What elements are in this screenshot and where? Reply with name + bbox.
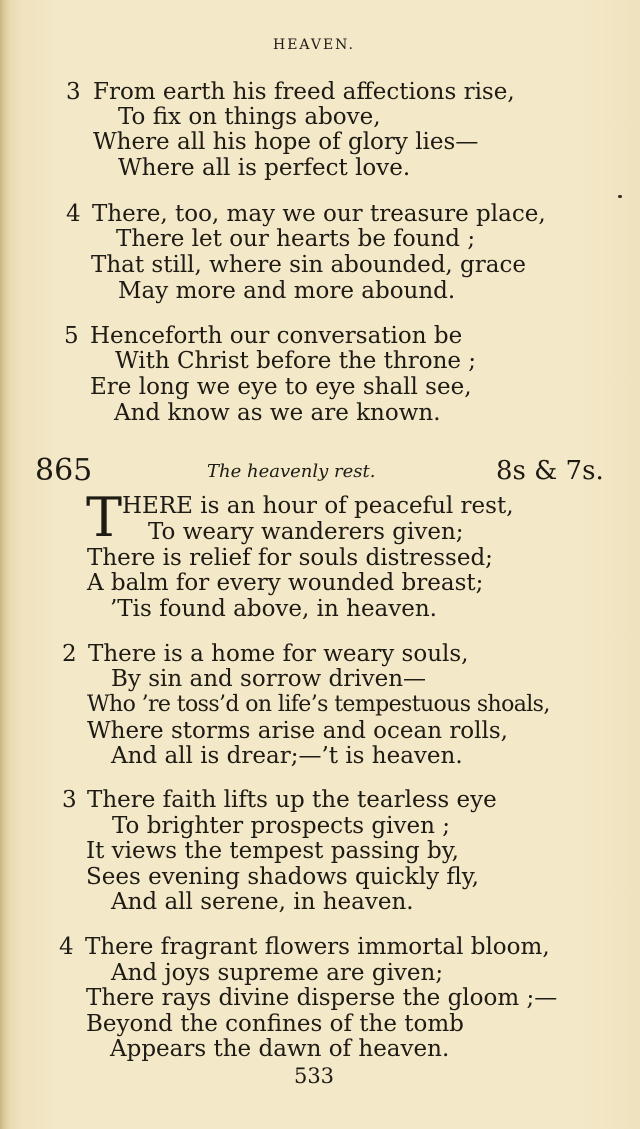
verse-line: ’Tis found above, in heaven. — [110, 596, 437, 622]
verse-line: There rays divine disperse the gloom ;— — [86, 985, 558, 1011]
stanza-number: 4 — [66, 201, 81, 227]
stanza-number: 2 — [62, 641, 77, 667]
verse-line: Where all is perfect love. — [118, 155, 411, 181]
paper-speck — [618, 195, 622, 198]
verse-line: Henceforth our conversation be — [90, 323, 463, 349]
hymn-number: 865 — [35, 453, 93, 488]
verse-line: Sees evening shadows quickly fly, — [86, 864, 479, 890]
verse-line: To brighter prospects given ; — [112, 813, 450, 839]
binding-gutter-shadow — [0, 0, 10, 1129]
verse-line: There fragrant flowers immortal bloom, — [85, 934, 550, 960]
hymn-meter: 8s & 7s. — [496, 456, 604, 486]
verse-line: Ere long we eye to eye shall see, — [90, 374, 472, 400]
verse-line: There is relief for souls distressed; — [87, 545, 493, 571]
page-number: 533 — [293, 1064, 335, 1088]
verse-line: With Christ before the throne ; — [115, 348, 477, 374]
stanza-number: 3 — [62, 787, 77, 813]
verse-line: To weary wanderers given; — [148, 519, 464, 545]
verse-line: That still, where sin abounded, grace — [91, 252, 526, 278]
stanza-number: 3 — [66, 79, 81, 105]
verse-line: And joys supreme are given; — [111, 960, 444, 986]
verse-line: May more and more abound. — [118, 278, 456, 304]
verse-line: There faith lifts up the tearless eye — [87, 787, 497, 813]
verse-line: By sin and sorrow driven— — [111, 666, 427, 692]
verse-line: From earth his freed affections rise, — [93, 79, 515, 105]
verse-line: Who ’re toss’d on life’s tempestuous shoals, — [87, 692, 550, 717]
verse-line: There, too, may we our treasure place, — [92, 201, 546, 227]
verse-line: Where storms arise and ocean rolls, — [87, 718, 508, 744]
verse-line: And all serene, in heaven. — [111, 889, 414, 915]
stanza-number: 4 — [59, 934, 74, 960]
verse-line: HERE is an hour of peaceful rest, — [122, 493, 514, 519]
verse-line: Beyond the confines of the tomb — [86, 1011, 464, 1037]
hymn-title: The heavenly rest. — [207, 461, 376, 482]
running-head: HEAVEN. — [273, 37, 355, 53]
verse-line: Appears the dawn of heaven. — [110, 1036, 450, 1062]
verse-line: And all is drear;—’t is heaven. — [111, 743, 463, 769]
verse-line: To fix on things above, — [118, 104, 381, 130]
verse-line: A balm for every wounded breast; — [87, 570, 484, 596]
stanza-number: 5 — [64, 323, 79, 349]
verse-line: It views the tempest passing by, — [86, 838, 459, 864]
verse-line: There let our hearts be found ; — [116, 226, 476, 252]
verse-line: There is a home for weary souls, — [88, 641, 469, 667]
verse-line: Where all his hope of glory lies— — [93, 129, 479, 155]
drop-cap: T — [86, 486, 123, 549]
verse-line: And know as we are known. — [114, 400, 441, 426]
